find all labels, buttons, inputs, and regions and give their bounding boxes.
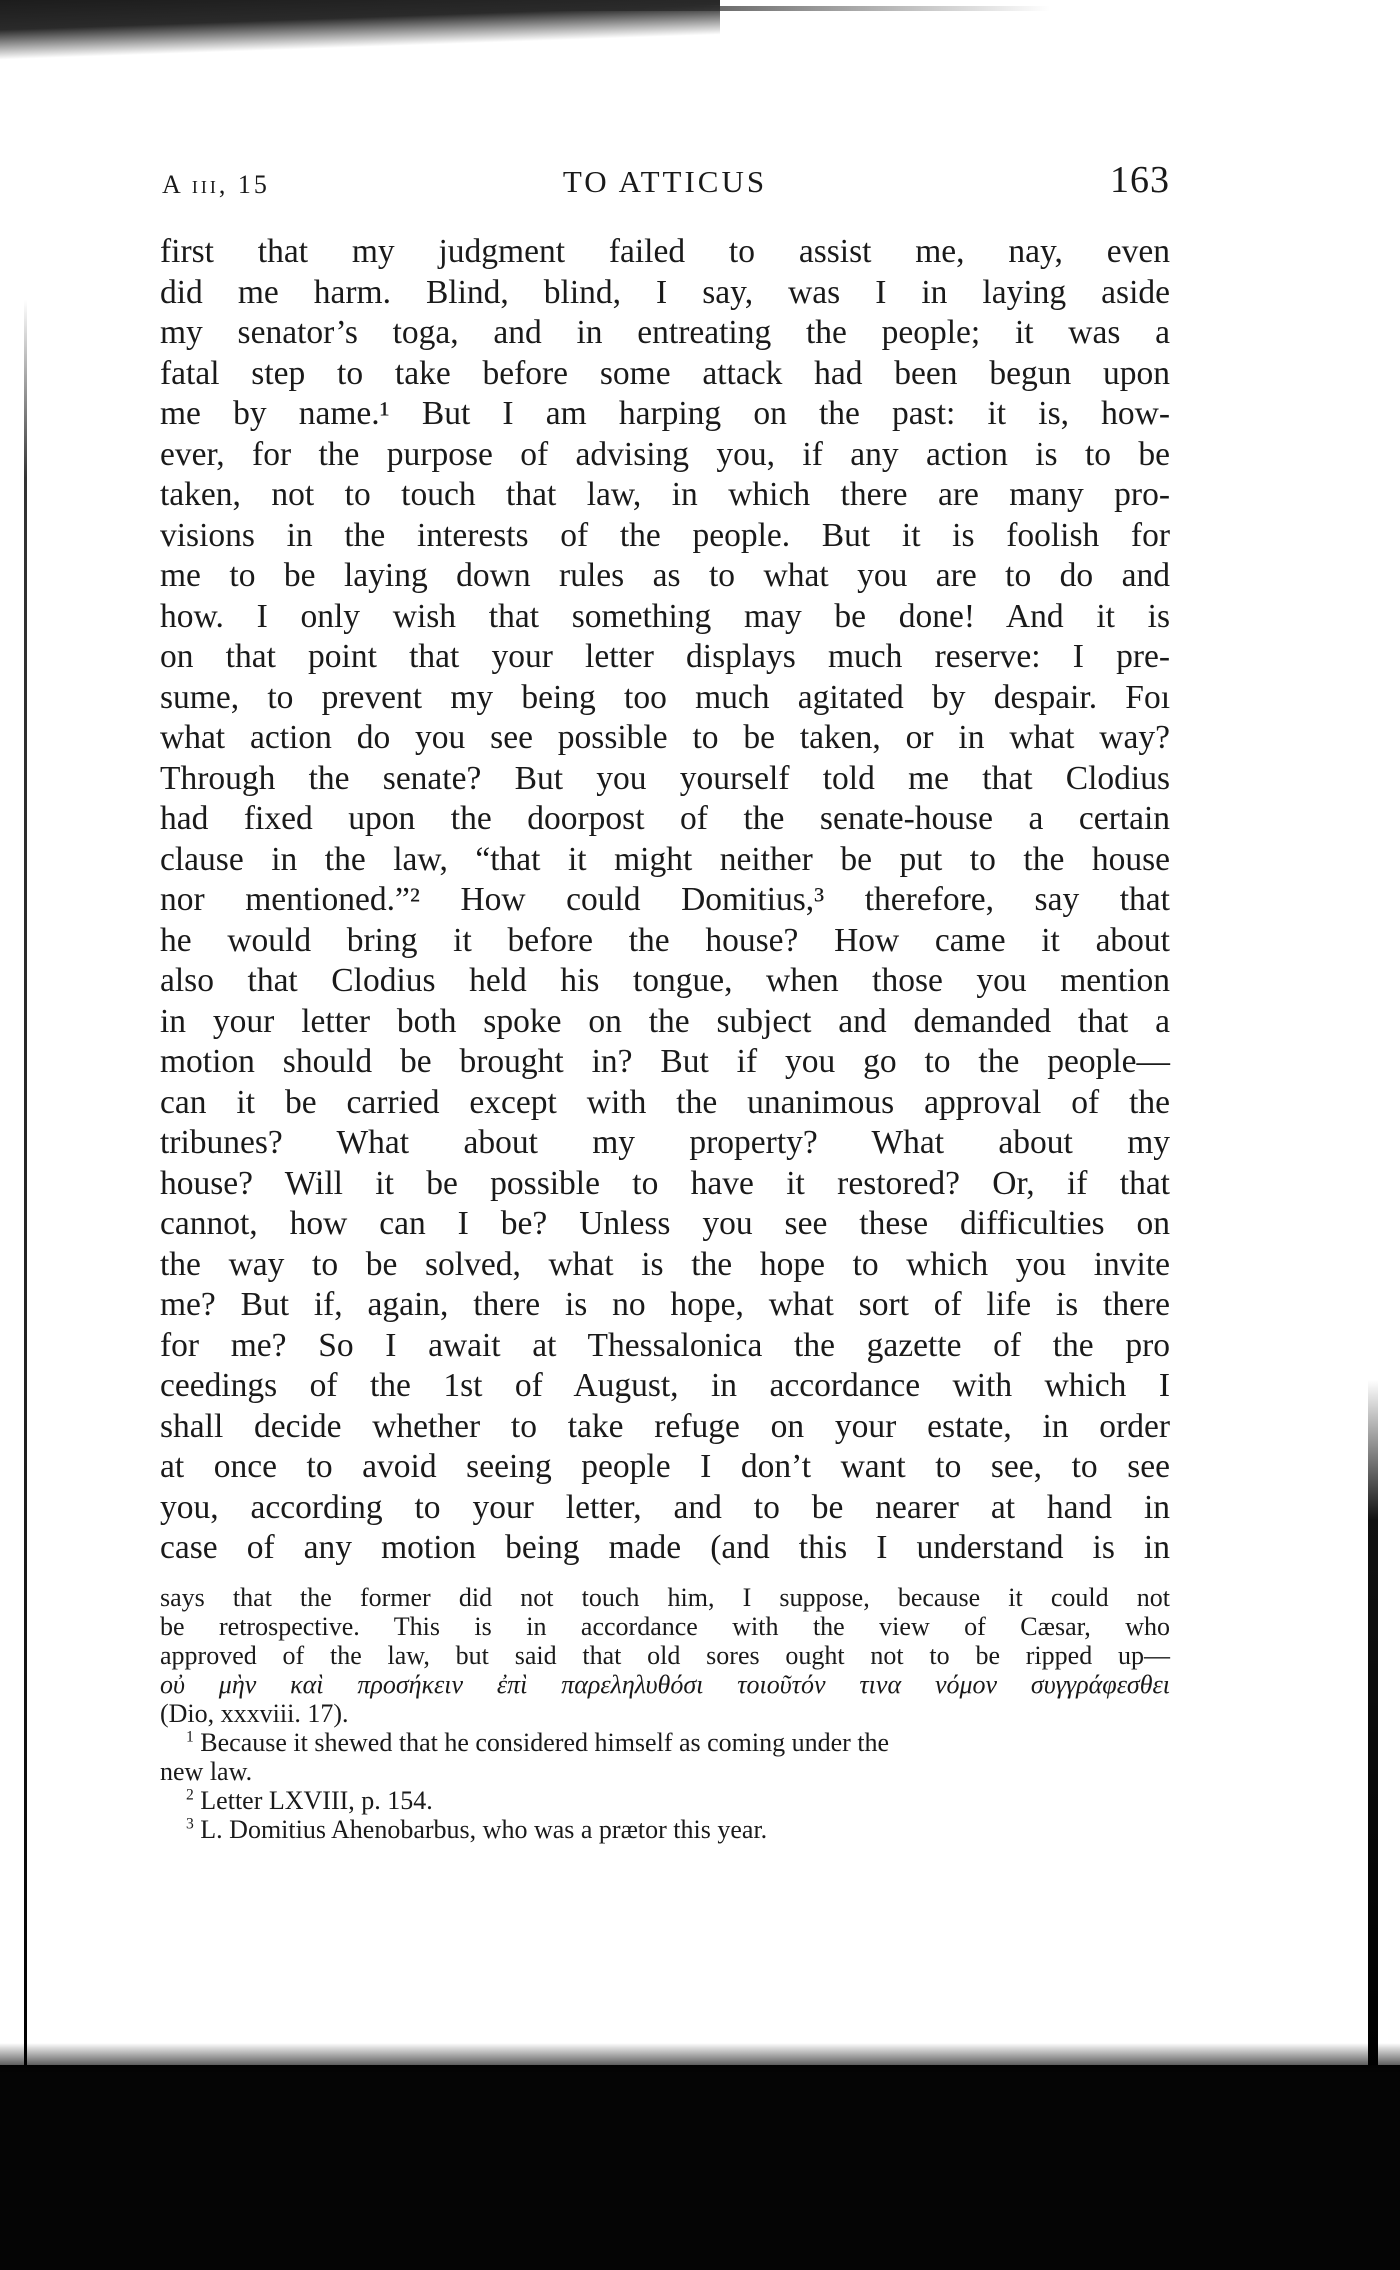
body-line: did me harm. Blind, blind, I say, was I in laying aside <box>160 273 1170 311</box>
body-line: motion should be brought in? But if you go to the people— <box>160 1043 1170 1080</box>
body-line: first that my judgment failed to assist me, nay, even <box>160 233 1170 270</box>
body-line: also that Clodius held his tongue, when those you mention <box>160 962 1170 999</box>
footnote-item <box>160 1815 1170 1844</box>
body-line: fatal step to take before some attack had been begun upon <box>160 354 1170 392</box>
body-line: in your letter both spoke on the subject and demanded that a <box>160 1002 1170 1040</box>
body-line: me by name.¹ But I am harping on the past: it is, how- <box>160 395 1170 432</box>
body-line: you, according to your letter, and to be nearer at hand in <box>160 1488 1170 1526</box>
footnote-line: says that the former did not touch him, I suppose, because it could not <box>160 1582 1170 1612</box>
scan-bottom-band <box>0 2065 1400 2270</box>
footnote-first-line: $^3$ L. Domitius Ahenobarbus, who was a prætor this year. <box>186 1814 768 1844</box>
footnote-item <box>160 1728 1170 1786</box>
body-line: on that point that your letter displays much reserve: I pre- <box>160 638 1170 675</box>
body-line: how. I only wish that something may be done! And it is <box>160 597 1170 635</box>
body-line: me? But if, again, there is no hope, what sort of life is there <box>160 1286 1170 1323</box>
body-line: at once to avoid seeing people I don’t want to see, to see <box>160 1448 1170 1485</box>
running-head <box>160 150 1170 210</box>
body-line: Through the senate? But you yourself told me that Clodius <box>160 759 1170 797</box>
body-line: case of any motion being made (and this I understand is in <box>160 1529 1170 1566</box>
body-line: taken, not to touch that law, in which there are many pro- <box>160 476 1170 513</box>
body-text <box>160 232 1170 1569</box>
body-line: can it be carried except with the unanimous approval of the <box>160 1083 1170 1121</box>
footnote-continued <box>160 1583 1170 1670</box>
body-line: me to be laying down rules as to what you are to do and <box>160 557 1170 594</box>
body-line: shall decide whether to take refuge on your estate, in order <box>160 1407 1170 1445</box>
body-line: the way to be solved, what is the hope to which you invite <box>160 1245 1170 1283</box>
body-line: cannot, how can I be? Unless you see these difficulties on <box>160 1205 1170 1242</box>
footnotes <box>160 1583 1170 1844</box>
scan-right-edge <box>1368 1380 1378 2080</box>
scan-left-edge <box>24 300 27 2080</box>
body-line: nor mentioned.”² How could Domitius,³ therefore, say that <box>160 881 1170 918</box>
footnote-item <box>160 1786 1170 1815</box>
footnote-marker: 1 <box>186 1727 194 1745</box>
footnote-citation: (Dio, xxxviii. 17). <box>160 1698 349 1728</box>
body-line: my senator’s toga, and in entreating the people; it was a <box>160 314 1170 351</box>
footnote-line: approved of the law, but said that old sores ought not to be ripped up— <box>160 1640 1170 1670</box>
footnote-list <box>160 1728 1170 1844</box>
footnote-first-line: $^1$ Because it shewed that he considered himself as coming under the <box>186 1727 890 1757</box>
scan-top-shadow <box>0 0 720 60</box>
footnote-line: be retrospective. This is in accordance with the view of Cæsar, who <box>160 1611 1170 1641</box>
footnote-marker: 2 <box>186 1785 194 1803</box>
footnote-first-line: $^2$ Letter LXVIII, p. 154. <box>186 1785 433 1815</box>
body-line: sume, to prevent my being too much agitated by despair. Foı <box>160 678 1170 716</box>
footnote-greek-quote: οὐ μὴν καὶ προσήκειν ἐπὶ παρεληλυθόσι τοιοῦτόν τινα νόμον συγγράφεσθει <box>160 1669 1170 1699</box>
body-line: had fixed upon the doorpost of the senate-house a certain <box>160 800 1170 837</box>
body-line: house? Will it be possible to have it restored? Or, if that <box>160 1164 1170 1202</box>
body-line: ceedings of the 1st of August, in accordance with which I <box>160 1367 1170 1404</box>
running-head-title: TO ATTICUS <box>562 164 768 199</box>
body-line: tribunes? What about my property? What about my <box>160 1124 1170 1161</box>
footnote-continuation: new law. <box>160 1756 253 1786</box>
body-line: visions in the interests of the people. But it is foolish for <box>160 516 1170 554</box>
book-page <box>160 150 1170 1844</box>
footnote-marker: 3 <box>186 1814 194 1832</box>
page-number: 163 <box>1110 159 1170 201</box>
body-line: for me? So I await at Thessalonica the gazette of the pro <box>160 1326 1170 1364</box>
body-line: he would bring it before the house? How came it about <box>160 921 1170 959</box>
body-line: ever, for the purpose of advising you, if any action is to be <box>160 435 1170 473</box>
body-line: clause in the law, “that it might neither be put to the house <box>160 840 1170 878</box>
running-head-reference: A iii, 15 <box>162 170 270 199</box>
body-line: what action do you see possible to be taken, or in what way? <box>160 719 1170 756</box>
